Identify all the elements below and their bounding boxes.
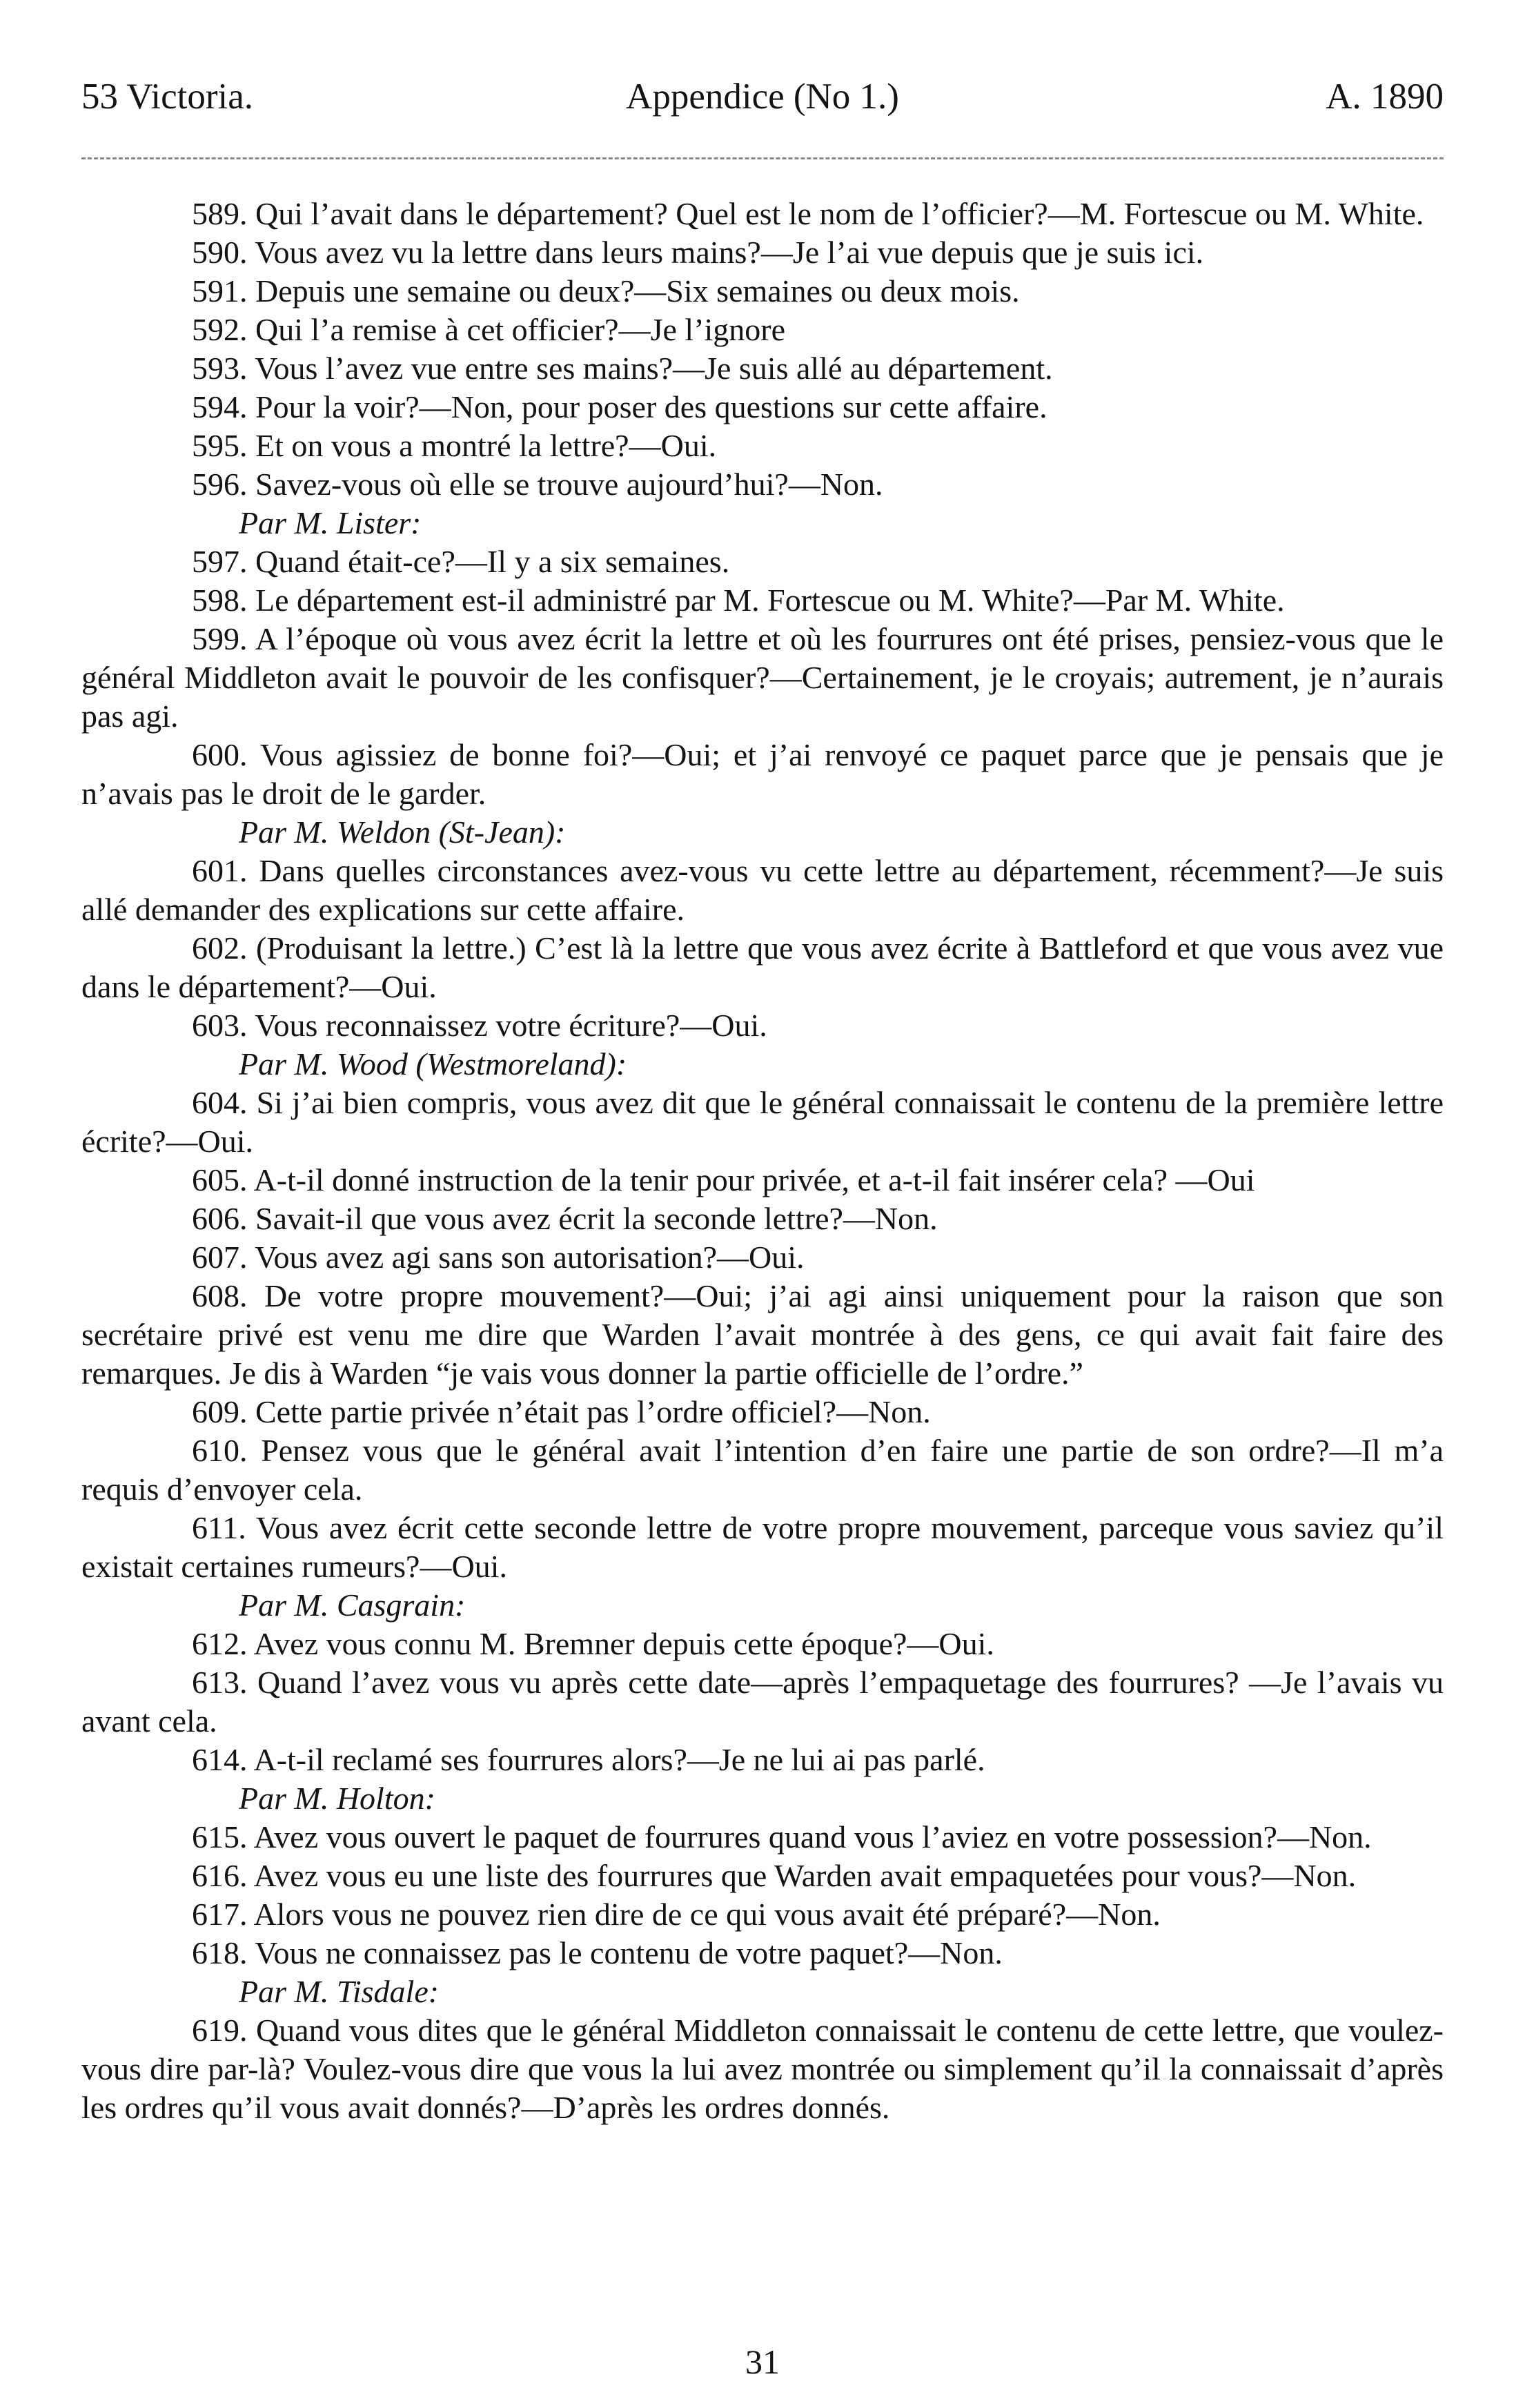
question-paragraph <box>81 852 1444 929</box>
question-text: Avez vous eu une liste des fourrures que Warden avait empaquetées pour vous?—Non. <box>253 1858 1357 1893</box>
question-text: Quand était-ce?—Il y a six semaines. <box>255 544 730 579</box>
header-year: A. 1890 <box>1326 77 1444 117</box>
question-paragraph <box>81 1393 1444 1431</box>
question-number: 601. <box>192 853 248 888</box>
question-text: A-t-il donné instruction de la tenir pour privée, et a-t-il fait insérer cela? —Oui <box>253 1162 1255 1197</box>
question-text: Qui l’avait dans le département? Quel est le nom de l’officier?—M. Fortescue ou M. White. <box>255 196 1424 231</box>
speaker-heading: Par M. Wood (Westmoreland): <box>239 1046 627 1081</box>
question-paragraph <box>81 1741 1444 1779</box>
question-paragraph <box>81 1200 1444 1238</box>
question-number: 607. <box>192 1240 248 1275</box>
question-number: 595. <box>192 428 248 463</box>
question-text: Si j’ai bien compris, vous avez dit que le général connaissait le contenu de la première lettre écrite?—Oui. <box>81 1085 1444 1159</box>
question-text: Cette partie privée n’était pas l’ordre officiel?—Non. <box>255 1394 931 1429</box>
question-text: (Produisant la lettre.) C’est là la lettre que vous avez écrite à Battleford et que vous avez vue dans le département?—Oui. <box>81 930 1444 1004</box>
speaker-heading: Par M. Tisdale: <box>239 1974 440 2009</box>
question-number: 603. <box>192 1008 248 1043</box>
header-rule <box>81 157 1444 159</box>
question-number: 615. <box>192 1819 248 1854</box>
question-number: 609. <box>192 1394 248 1429</box>
page-footer <box>0 2340 1525 2384</box>
question-paragraph <box>81 2011 1444 2127</box>
question-text: Vous l’avez vue entre ses mains?—Je suis allé au département. <box>255 351 1053 386</box>
question-text: Vous avez vu la lettre dans leurs mains?—Je l’ai vue depuis que je suis ici. <box>255 235 1204 270</box>
question-paragraph <box>81 1161 1444 1200</box>
question-number: 618. <box>192 1935 248 1970</box>
question-text: Vous reconnaissez votre écriture?—Oui. <box>255 1008 767 1043</box>
question-text: De votre propre mouvement?—Oui; j’ai agi ainsi uniquement pour la raison que son secrétaire privé est venu me dire que Warden l’avait montrée à des gens, ce qui avait fait faire des remarques. Je dis à Warden “je vais vous donner la partie officielle de l’ordre.” <box>81 1278 1444 1391</box>
question-paragraph <box>81 929 1444 1006</box>
question-paragraph <box>81 465 1444 504</box>
question-paragraph <box>81 195 1444 233</box>
question-paragraph <box>81 1934 1444 1973</box>
question-text: Et on vous a montré la lettre?—Oui. <box>255 428 717 463</box>
question-text: Vous avez écrit cette seconde lettre de votre propre mouvement, parceque vous saviez qu’il existait certaines rumeurs?—Oui. <box>81 1510 1444 1584</box>
question-number: 589. <box>192 196 248 231</box>
question-paragraph <box>81 1857 1444 1895</box>
question-number: 590. <box>192 235 248 270</box>
question-paragraph <box>81 1895 1444 1934</box>
question-paragraph <box>81 620 1444 736</box>
question-text: A l’époque où vous avez écrit la lettre et où les fourrures ont été prises, pensiez-vous que le général Middleton avait le pouvoir de les confisquer?—Certainement, je le croyais; autrement, je n’aurais pas agi. <box>81 621 1444 734</box>
question-number: 604. <box>192 1085 248 1120</box>
question-text: Vous agissiez de bonne foi?—Oui; et j’ai renvoyé ce paquet parce que je pensais que je n’avais pas le droit de le garder. <box>81 737 1444 811</box>
speaker-heading: Par M. Lister: <box>239 505 422 540</box>
question-paragraph <box>81 581 1444 620</box>
question-paragraph <box>81 1006 1444 1045</box>
question-paragraph <box>81 233 1444 272</box>
question-text: Vous ne connaissez pas le contenu de votre paquet?—Non. <box>255 1935 1003 1970</box>
question-number: 612. <box>192 1626 248 1661</box>
question-number: 608. <box>192 1278 248 1313</box>
question-number: 591. <box>192 273 248 309</box>
question-paragraph <box>81 1663 1444 1741</box>
question-number: 593. <box>192 351 248 386</box>
question-text: Vous avez agi sans son autorisation?—Oui. <box>255 1240 805 1275</box>
question-text: Avez vous ouvert le paquet de fourrures quand vous l’aviez en votre possession?—Non. <box>253 1819 1372 1854</box>
question-number: 597. <box>192 544 248 579</box>
speaker-heading: Par M. Casgrain: <box>239 1587 466 1623</box>
question-number: 617. <box>192 1897 248 1932</box>
question-paragraph <box>81 1238 1444 1277</box>
question-text: Dans quelles circonstances avez-vous vu cette lettre au département, récemment?—Je suis allé demander des explications sur cette affaire. <box>81 853 1444 927</box>
question-text: Le département est-il administré par M. Fortescue ou M. White?—Par M. White. <box>255 583 1285 618</box>
question-text: Quand vous dites que le général Middleton connaissait le contenu de cette lettre, que voulez-vous dire par-là? Voulez-vous dire que vous la lui avez montrée ou simplement qu’il la connaissait d’après les ordres qu’il vous avait donnés?—D’après les ordres donnés. <box>81 2013 1444 2125</box>
question-text: Depuis une semaine ou deux?—Six semaines ou deux mois. <box>255 273 1020 309</box>
question-paragraph <box>81 542 1444 581</box>
question-paragraph <box>81 1818 1444 1857</box>
question-number: 610. <box>192 1433 248 1468</box>
question-text: Qui l’a remise à cet officier?—Je l’ignore <box>255 312 786 347</box>
question-number: 596. <box>192 467 248 502</box>
question-text: A-t-il reclamé ses fourrures alors?—Je ne lui ai pas parlé. <box>253 1742 985 1777</box>
question-number: 598. <box>192 583 248 618</box>
question-number: 599. <box>192 621 248 656</box>
question-paragraph <box>81 427 1444 465</box>
question-paragraph <box>81 736 1444 813</box>
question-text: Pour la voir?—Non, pour poser des questions sur cette affaire. <box>255 389 1047 424</box>
question-paragraph <box>81 349 1444 388</box>
question-text: Savait-il que vous avez écrit la seconde lettre?—Non. <box>255 1201 938 1236</box>
question-number: 605. <box>192 1162 248 1197</box>
question-text: Quand l’avez vous vu après cette date—après l’empaquetage des fourrures? —Je l’avais vu avant cela. <box>81 1665 1444 1739</box>
speaker-heading: Par M. Weldon (St-Jean): <box>239 814 566 850</box>
question-number: 600. <box>192 737 248 772</box>
question-paragraph <box>81 1277 1444 1393</box>
question-text: Avez vous connu M. Bremner depuis cette époque?—Oui. <box>253 1626 994 1661</box>
question-paragraph <box>81 388 1444 427</box>
question-number: 611. <box>192 1510 246 1545</box>
question-number: 619. <box>192 2013 248 2048</box>
page-number: 31 <box>745 2342 780 2381</box>
question-text: Alors vous ne pouvez rien dire de ce qui vous avait été préparé?—Non. <box>253 1897 1161 1932</box>
question-paragraph <box>81 1625 1444 1663</box>
question-number: 613. <box>192 1665 248 1700</box>
question-text: Savez-vous où elle se trouve aujourd’hui?—Non. <box>255 467 883 502</box>
page-header <box>81 69 1444 124</box>
question-paragraph <box>81 1084 1444 1161</box>
question-number: 592. <box>192 312 248 347</box>
question-text: Pensez vous que le général avait l’intention d’en faire une partie de son ordre?—Il m’a requis d’envoyer cela. <box>81 1433 1444 1507</box>
question-paragraph <box>81 1431 1444 1509</box>
speaker-heading: Par M. Holton: <box>239 1781 435 1816</box>
header-session: 53 Victoria. <box>81 77 254 117</box>
question-number: 614. <box>192 1742 248 1777</box>
testimony-body <box>81 195 1444 2127</box>
question-paragraph <box>81 311 1444 349</box>
question-paragraph <box>81 272 1444 311</box>
question-number: 606. <box>192 1201 248 1236</box>
question-number: 594. <box>192 389 248 424</box>
question-paragraph <box>81 1509 1444 1586</box>
header-title: Appendice (No 1.) <box>626 77 899 117</box>
question-number: 602. <box>192 930 248 966</box>
question-number: 616. <box>192 1858 248 1893</box>
